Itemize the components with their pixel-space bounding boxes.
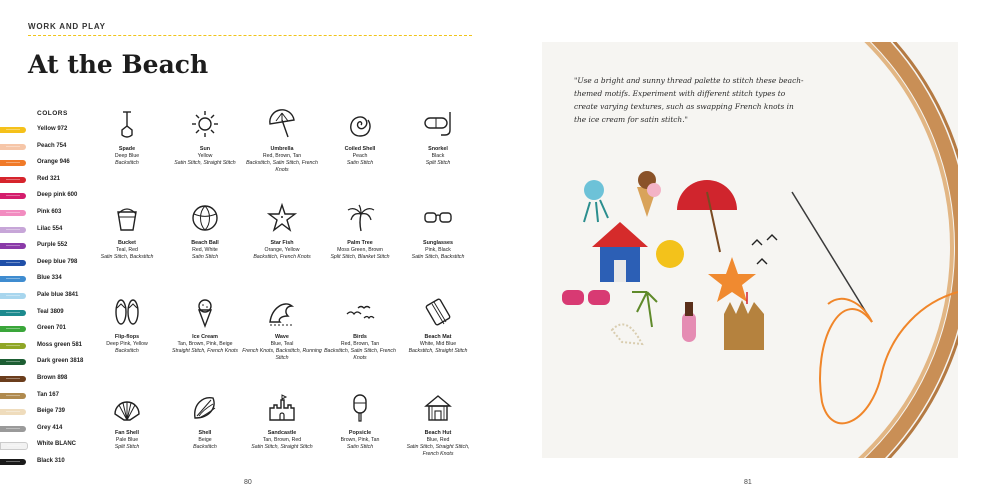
palm-tree-icon <box>344 202 376 234</box>
color-item <box>0 290 100 304</box>
colors-heading: COLORS <box>37 110 68 117</box>
coiled-shell-icon <box>344 108 376 140</box>
motif-colors: Red, Brown, Tan <box>340 341 380 347</box>
color-name: Deep pink 600 <box>37 192 78 199</box>
motif-stitches: Satin Stitch, Straight Stitch <box>251 444 313 450</box>
motif-colors: Moss Green, Brown <box>337 247 383 253</box>
page-number-right: 81 <box>744 479 752 486</box>
umbrella-icon <box>266 108 298 140</box>
motif-name: Palm Tree <box>347 240 373 246</box>
color-name: Brown 898 <box>37 375 68 381</box>
motif-colors: Deep Pink, Yellow <box>106 341 148 347</box>
motif-colors: Red, White <box>192 247 218 253</box>
motif-stitches: Split Stitch, Blanket Stitch <box>330 254 390 260</box>
motif-card <box>165 392 245 451</box>
motif-name: Flip-flops <box>114 334 140 340</box>
thread-skein-icon <box>0 343 26 349</box>
wave-icon <box>266 296 298 328</box>
fan-shell-icon <box>111 392 143 424</box>
motif-name: Ice Cream <box>192 334 218 340</box>
color-name: Pale blue 3841 <box>37 292 79 298</box>
thread-skein-icon <box>0 459 26 465</box>
color-item <box>0 124 100 138</box>
color-item <box>0 340 100 354</box>
motif-card <box>320 202 400 261</box>
thread-skein-icon <box>0 326 26 332</box>
motif-card <box>320 296 400 362</box>
color-item <box>0 190 100 204</box>
color-item <box>0 439 100 453</box>
motif-stitches: Satin Stitch, Backstitch <box>100 254 154 260</box>
popsicle-icon <box>344 392 376 424</box>
motif-colors: Brown, Pink, Tan <box>340 437 380 443</box>
color-name: Teal 3809 <box>37 308 64 315</box>
color-name: Blue 334 <box>37 275 62 282</box>
color-name: Yellow 972 <box>37 126 68 132</box>
motif-card <box>242 296 322 362</box>
motif-name: Umbrella <box>270 146 294 152</box>
motif-card <box>398 108 478 167</box>
page-number-left: 80 <box>244 479 252 486</box>
thread-skein-icon <box>0 376 26 382</box>
beach-hut-icon <box>422 392 454 424</box>
beach-ball-icon <box>189 202 221 234</box>
thread-skein-icon <box>0 177 26 183</box>
motif-colors: Beige <box>198 437 212 443</box>
motif-name: Birds <box>353 334 367 340</box>
motif-colors: Black <box>431 153 445 159</box>
color-item <box>0 157 100 171</box>
flip-flops-icon <box>111 296 143 328</box>
color-name: Green 701 <box>37 325 67 332</box>
thread-skein-icon <box>0 160 26 166</box>
motif-stitches: Backstitch <box>115 348 139 354</box>
motif-card <box>398 202 478 261</box>
motif-colors: Blue, Teal <box>270 341 294 347</box>
motif-stitches: Satin Stitch, Backstitch <box>411 254 465 260</box>
motif-card <box>242 392 322 451</box>
motif-colors: Peach <box>352 153 368 159</box>
motif-card <box>165 296 245 355</box>
motif-card <box>242 202 322 261</box>
color-name: Lilac 554 <box>37 225 63 232</box>
color-item <box>0 406 100 420</box>
sun-icon <box>189 108 221 140</box>
color-name: White BLANC <box>37 441 76 448</box>
motif-stitches: Backstitch <box>115 160 139 166</box>
motif-name: Shell <box>198 430 212 436</box>
motif-stitches: Satin Stitch, Straight Stitch, French Knots <box>406 444 470 457</box>
color-name: Orange 946 <box>37 159 70 166</box>
thread-skein-icon <box>0 359 26 365</box>
color-name: Grey 414 <box>37 424 63 431</box>
motif-stitches: Split Stitch <box>425 160 451 166</box>
color-item <box>0 390 100 404</box>
motif-name: Sandcastle <box>267 430 297 436</box>
motif-card <box>320 108 400 167</box>
color-item <box>0 423 100 437</box>
section-divider <box>28 35 472 36</box>
motif-name: Beach Ball <box>191 240 219 246</box>
motif-colors: Yellow <box>197 153 213 159</box>
shell-icon <box>189 392 221 424</box>
section-label: WORK AND PLAY <box>28 22 106 31</box>
motif-stitches: Backstitch, Straight Stitch <box>408 348 468 354</box>
motif-colors: Pale Blue <box>115 437 139 443</box>
right-page <box>500 0 1000 500</box>
motif-name: Coiled Shell <box>344 146 376 152</box>
thread-skein-icon <box>0 243 26 249</box>
motif-colors: Orange, Yellow <box>264 247 300 253</box>
motif-name: Beach Hut <box>424 430 452 436</box>
motif-stitches: Satin Stitch <box>191 254 219 260</box>
motif-card <box>320 392 400 451</box>
motif-colors: Tan, Brown, Pink, Beige <box>177 341 233 347</box>
sunglasses-icon <box>422 202 454 234</box>
color-item <box>0 224 100 238</box>
color-name: Moss green 581 <box>37 341 83 348</box>
pull-quote: "Use a bright and sunny thread palette to stitch these beach-themed motifs. Experiment with different stitch types to create varying textures, such as swapping French knots in the ice cream for satin stitch." <box>574 76 804 124</box>
motif-stitches: Satin Stitch <box>346 160 374 166</box>
color-item <box>0 257 100 271</box>
motif-name: Wave <box>275 334 289 340</box>
motif-name: Sunglasses <box>423 240 453 246</box>
snorkel-icon <box>422 108 454 140</box>
thread-skein-icon <box>0 144 26 150</box>
color-item <box>0 174 100 188</box>
thread-skein-icon <box>0 127 26 133</box>
motif-colors: Pink, Black <box>425 247 451 253</box>
thread-skein-icon <box>0 310 26 316</box>
motif-card <box>398 392 478 458</box>
thread-skein-icon <box>0 276 26 282</box>
color-name: Tan 167 <box>37 391 59 398</box>
color-name: Purple 552 <box>37 242 68 249</box>
motif-stitches: Backstitch, Satin Stitch, French Knots <box>246 160 318 173</box>
motif-colors: Tan, Brown, Red <box>262 437 302 443</box>
motif-card <box>242 108 322 174</box>
thread-skein-icon <box>0 293 26 299</box>
motif-card <box>87 392 167 451</box>
embroidery-hoop-photo <box>542 42 958 458</box>
color-item <box>0 141 100 155</box>
color-name: Black 310 <box>37 458 65 464</box>
color-item <box>0 207 100 221</box>
motif-colors: Deep Blue <box>114 153 140 159</box>
motif-name: Bucket <box>118 240 136 246</box>
thread-skein-icon <box>0 393 26 399</box>
color-item <box>0 373 100 387</box>
spade-icon <box>111 108 143 140</box>
motif-colors: Blue, Red <box>426 437 450 443</box>
motif-stitches: Backstitch, French Knots <box>253 254 311 260</box>
color-item <box>0 240 100 254</box>
motif-card <box>398 296 478 355</box>
motif-name: Beach Mat <box>424 334 452 340</box>
motif-name: Star Fish <box>270 240 294 246</box>
color-name: Deep blue 798 <box>37 258 78 265</box>
ice-cream-icon <box>189 296 221 328</box>
motif-name: Spade <box>118 146 136 152</box>
color-name: Red 321 <box>37 175 61 182</box>
thread-skein-icon <box>0 227 26 233</box>
birds-icon <box>344 296 376 328</box>
motif-stitches: Straight Stitch, French Knots <box>171 348 239 354</box>
color-item <box>0 356 100 370</box>
color-item <box>0 307 100 321</box>
page-title: At the Beach <box>28 50 209 79</box>
thread-skein-icon <box>0 193 26 199</box>
motif-card <box>87 296 167 355</box>
color-item <box>0 456 100 470</box>
color-name: Dark green 3818 <box>37 358 84 365</box>
motif-card <box>165 202 245 261</box>
bucket-icon <box>111 202 143 234</box>
motif-colors: Red, Brown, Tan <box>262 153 302 159</box>
starfish-icon <box>266 202 298 234</box>
motif-stitches: Satin Stitch <box>346 444 374 450</box>
thread-skein-icon <box>0 426 26 432</box>
motif-colors: White, Mid Blue <box>419 341 457 347</box>
beach-mat-icon <box>422 296 454 328</box>
motif-name: Snorkel <box>428 146 448 152</box>
thread-skein-icon <box>0 442 28 450</box>
sandcastle-icon <box>266 392 298 424</box>
motif-name: Fan Shell <box>115 430 139 436</box>
motif-card <box>165 108 245 167</box>
color-name: Peach 754 <box>37 142 67 149</box>
motif-stitches: Backstitch <box>193 444 217 450</box>
color-item <box>0 273 100 287</box>
motif-name: Popsicle <box>348 430 372 436</box>
motif-name: Sun <box>199 146 211 152</box>
motif-stitches: French Knots, Backstitch, Running Stitch <box>242 348 322 361</box>
motif-stitches: Split Stitch <box>114 444 140 450</box>
thread-skein-icon <box>0 210 26 216</box>
motif-colors: Teal, Red <box>116 247 138 253</box>
motif-stitches: Backstitch, Satin Stitch, French Knots <box>324 348 396 361</box>
thread-skein-icon <box>0 409 26 415</box>
thread-skein-icon <box>0 260 26 266</box>
color-name: Beige 739 <box>37 408 66 415</box>
motif-card <box>87 108 167 167</box>
motif-card <box>87 202 167 261</box>
color-item <box>0 323 100 337</box>
color-name: Pink 603 <box>37 209 62 215</box>
motif-stitches: Satin Stitch, Straight Stitch <box>174 160 236 166</box>
